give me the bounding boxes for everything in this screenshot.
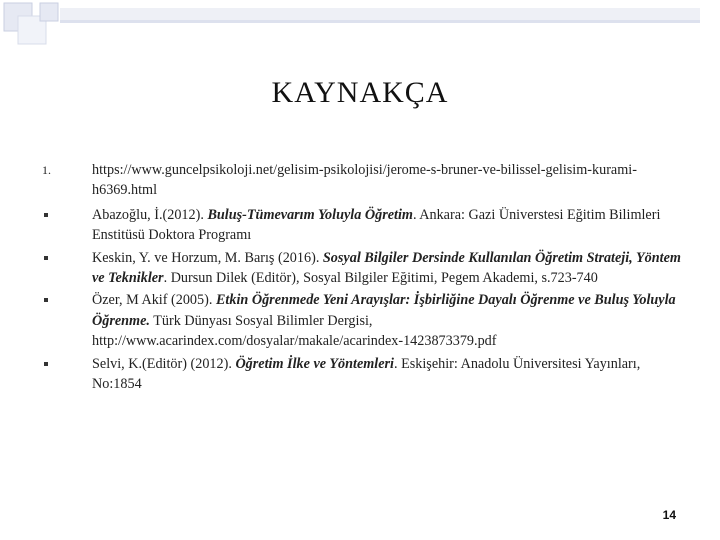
reference-title: Öğretim İlke ve Yöntemleri — [235, 355, 394, 372]
decorative-header-squares — [0, 0, 720, 60]
reference-title: Etkin Öğrenmede Yeni Arayışlar: İşbirliğine Dayalı Öğrenme ve Buluş Yoluyla Öğrenme. — [92, 292, 676, 329]
reference-author: Keskin, Y. ve Horzum, M. Barış (2016). — [92, 249, 323, 266]
reference-text: https://www.guncelpsikoloji.net/gelisim-psikolojisi/jerome-s-bruner-ve-bilissel-gelisim-kurami-h6369.html — [92, 162, 637, 199]
page-number: 14 — [662, 508, 676, 522]
reference-item — [42, 354, 682, 395]
bullet-icon — [44, 213, 48, 217]
slide-title: KAYNAKÇA — [271, 76, 449, 109]
bullet-icon — [44, 362, 48, 366]
reference-source: . Eskişehir: Anadolu Üniversitesi Yayınları, No:1854 — [92, 355, 641, 393]
reference-source: . Dursun Dilek (Editör), Sosyal Bilgiler Eğitimi, Pegem Akademi, s.723-740 — [163, 270, 598, 287]
reference-source: Türk Dünyası Sosyal Bilimler Dergisi, http://www.acarindex.com/dosyalar/makale/acarindex-1423873379.pdf — [92, 312, 497, 350]
bullet-icon — [44, 256, 48, 260]
reference-title: Sosyal Bilgiler Dersinde Kullanılan Öğretim Strateji, Yöntem ve Teknikler — [92, 249, 681, 287]
reference-item — [42, 248, 682, 289]
reference-author: Özer, M Akif (2005). — [92, 292, 216, 309]
reference-item — [42, 160, 682, 201]
reference-item — [42, 205, 682, 246]
bullet-icon — [44, 298, 48, 302]
list-number: 1. — [42, 163, 51, 177]
reference-title: Buluş-Tümevarım Yoluyla Öğretim — [207, 206, 413, 223]
reference-author: Selvi, K.(Editör) (2012). — [92, 355, 236, 372]
reference-author: Abazoğlu, İ.(2012). — [92, 206, 208, 223]
reference-list — [42, 160, 682, 394]
reference-item — [42, 290, 682, 351]
reference-source: . Ankara: Gazi Üniverstesi Eğitim Bilimleri Enstitüsü Doktora Programı — [92, 206, 661, 244]
